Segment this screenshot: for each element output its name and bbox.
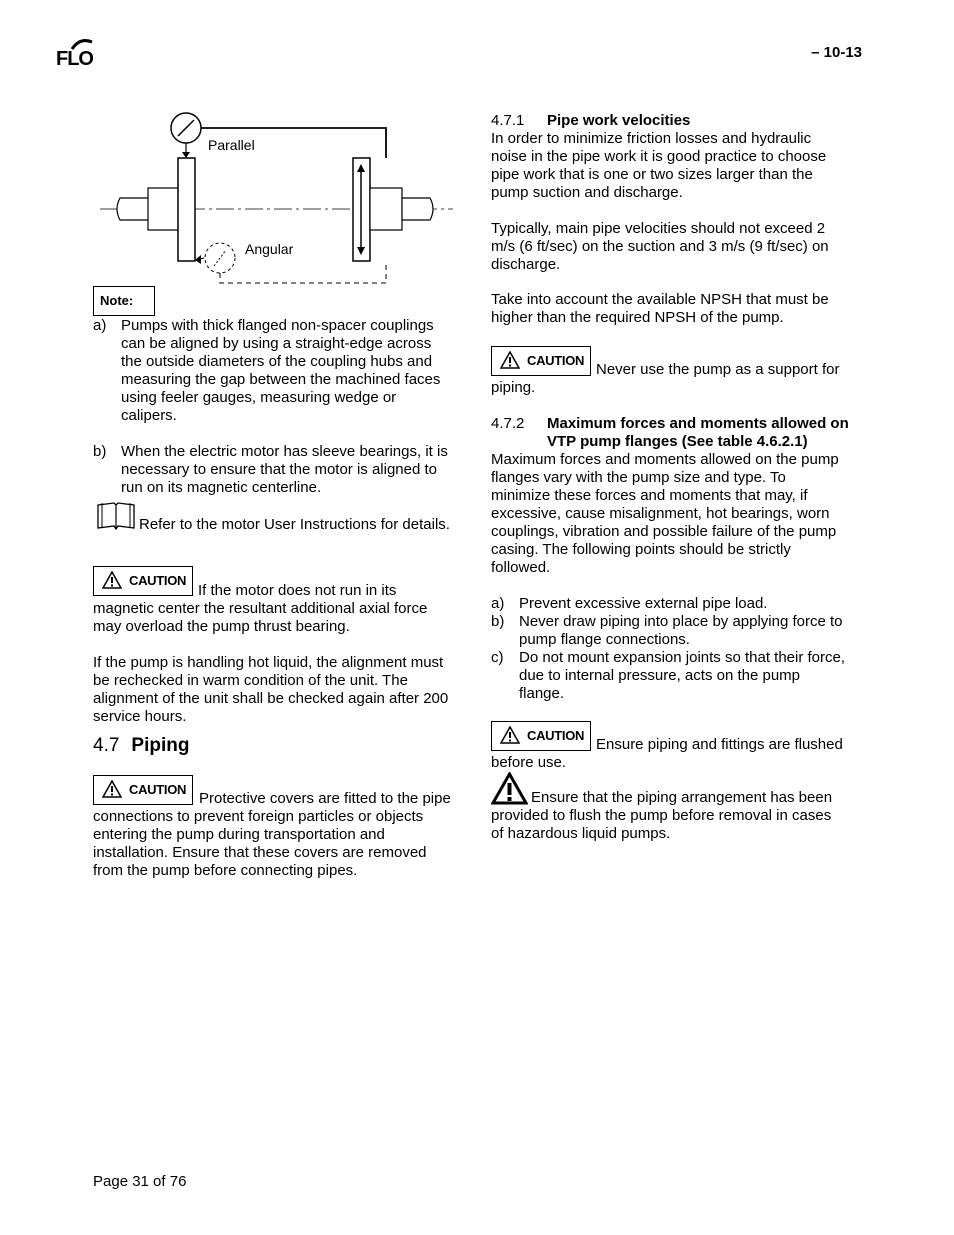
caution2-first-line: Protective covers are fitted to the pipe	[199, 790, 451, 807]
coupling-alignment-diagram	[98, 108, 458, 290]
subsection-heading-472: 4.7.2 Maximum forces and moments allowed on VTP pump flanges (See table 4.6.2.1)	[491, 415, 849, 450]
caution3-first-line: Never use the pump as a support for	[596, 361, 840, 378]
company-logo: FLO	[56, 48, 93, 70]
figure-label-angular: Angular	[245, 241, 294, 257]
caution1-first-line: If the motor does not run in its	[198, 582, 397, 599]
warning-triangle-icon	[500, 726, 520, 744]
note-box: Note:	[93, 286, 155, 316]
warning-triangle-icon	[102, 780, 122, 798]
book-reference-text: Refer to the motor User Instructions for details.	[139, 516, 450, 533]
document-number: – 10-13	[811, 44, 862, 61]
hazard-warning-icon	[491, 772, 528, 805]
hot-liquid-paragraph: If the pump is handling hot liquid, the alignment must be rechecked in warm condition of the unit. The alignment of the unit shall be checked again after 200 service hours.	[93, 654, 449, 725]
pipe-velocities-paragraph: In order to minimize friction losses and hydraulic noise in the pipe work it is good practice to choose pipe work that is one or two sizes larger than the pump suction and discharge.	[491, 130, 827, 201]
list-item-a-text: Pumps with thick flanged non-spacer couplings can be aligned by using a straight-edge across the outside diameters of the coupling hubs and measuring the gap between the machined faces using feeler gauges, measuring wedge or calipers.	[121, 317, 441, 424]
npsh-paragraph: Take into account the available NPSH that must be higher than the required NPSH of the pump.	[491, 291, 829, 326]
caution1-text: magnetic center the resultant additional axial force may overload the pump thrust bearing.	[93, 600, 428, 635]
page-number: Page 31 of 76	[93, 1173, 187, 1190]
caution4-second-line: before use.	[491, 754, 567, 771]
list-item: a) Prevent excessive external pipe load.	[491, 595, 768, 612]
list-item-a-label: a)	[93, 317, 107, 334]
hazard-text: provided to flush the pump before removal in cases of hazardous liquid pumps.	[491, 807, 832, 842]
list-item-b-text: When the electric motor has sleeve bearings, it is necessary to ensure that the motor is aligned to run on its magnetic centerline.	[121, 443, 448, 496]
caution-label-box: CAUTION	[491, 721, 591, 751]
caution4-first-line: Ensure piping and fittings are flushed	[596, 736, 843, 753]
caution-label-box: CAUTION	[93, 775, 193, 805]
hazard-first-line: Ensure that the piping arrangement has been	[531, 789, 833, 806]
warning-triangle-icon	[102, 571, 122, 589]
subsection-heading-471: 4.7.1 Pipe work velocities	[491, 112, 691, 129]
figure-label-parallel: Parallel	[208, 137, 255, 153]
list-item: b) Never draw piping into place by applying force to pump flange connections.	[491, 613, 843, 648]
list-item-b-label: b)	[93, 443, 107, 460]
caution3-second-line: piping.	[491, 379, 536, 396]
caution-label-box: CAUTION	[93, 566, 193, 596]
book-icon	[96, 501, 136, 531]
section-heading-piping: 4.7 Piping	[93, 735, 190, 756]
forces-moments-paragraph: Maximum forces and moments allowed on the pump flanges vary with the pump size and type. To minimize these forces and moments that may, if excessive, cause misalignment, hot bearings, worn couplings, vibration and possible failure of the pump casing. The following points should be strictly followed.	[491, 451, 839, 576]
caution2-text: connections to prevent foreign particles or objects entering the pump during transportation and installation. Ensure that these covers are removed from the pump before connecting pipes.	[93, 808, 427, 879]
list-item: c) Do not mount expansion joints so that their force, due to internal pressure, acts on the pump flange.	[491, 649, 846, 702]
warning-triangle-icon	[500, 351, 520, 369]
velocity-limits-paragraph: Typically, main pipe velocities should not exceed 2 m/s (6 ft/sec) on the suction and 3 m/s (9 ft/sec) on discharge.	[491, 220, 829, 273]
caution-label-box: CAUTION	[491, 346, 591, 376]
